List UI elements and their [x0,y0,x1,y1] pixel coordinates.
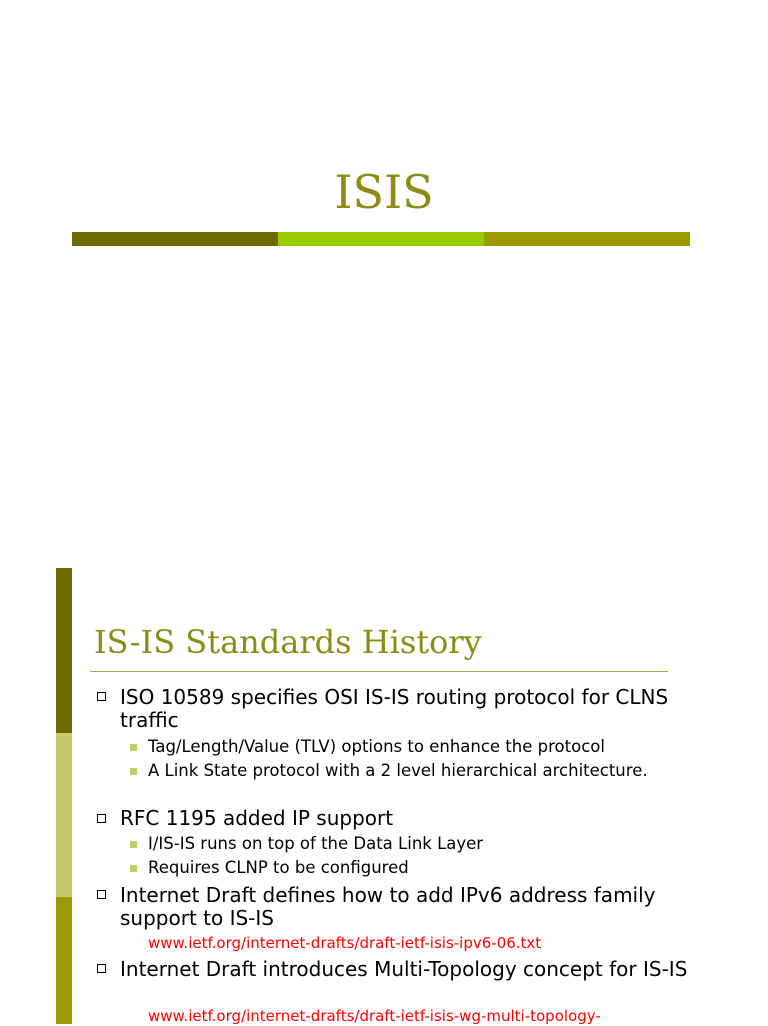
hollow-square-bullet-icon [97,814,106,823]
heading-divider [90,671,668,672]
bullet-iso-10589: ISO 10589 specifies OSI IS-IS routing protocol for CLNS traffic [120,685,669,732]
filled-square-bullet-icon [130,841,137,848]
side-bar-segment-dark [56,568,72,733]
color-bar-segment-olive [484,232,690,246]
sub-bullet-data-link-layer: I/IS-IS runs on top of the Data Link Layer [148,834,484,853]
title-slide-heading: ISIS [334,165,434,219]
filled-square-bullet-icon [130,744,137,751]
content-slide-heading: IS-IS Standards History [94,623,482,661]
bullet-multi-topology-draft: Internet Draft introduces Multi-Topology concept for IS-IS [120,957,688,981]
sub-bullet-clnp: Requires CLNP to be configured [148,858,409,877]
multi-topology-draft-link[interactable]: www.ietf.org/internet-drafts/draft-ietf-isis-wg-multi-topology- [148,1007,601,1025]
bullet-ipv6-draft: Internet Draft defines how to add IPv6 address family support to IS-IS [120,883,656,930]
color-bar-segment-lime [278,232,484,246]
ipv6-draft-link[interactable]: www.ietf.org/internet-drafts/draft-ietf-isis-ipv6-06.txt [148,934,542,952]
color-bar-segment-dark [72,232,278,246]
sub-bullet-tlv: Tag/Length/Value (TLV) options to enhance the protocol [148,737,605,756]
filled-square-bullet-icon [130,865,137,872]
sub-bullet-link-state: A Link State protocol with a 2 level hierarchical architecture. [148,761,648,780]
hollow-square-bullet-icon [97,890,106,899]
bullet-rfc-1195: RFC 1195 added IP support [120,806,394,830]
title-color-bar [72,232,690,246]
side-bar-segment-olive [56,897,72,1024]
hollow-square-bullet-icon [97,964,106,973]
filled-square-bullet-icon [130,768,137,775]
content-side-bar [56,568,72,1024]
hollow-square-bullet-icon [97,692,106,701]
side-bar-segment-light [56,733,72,897]
